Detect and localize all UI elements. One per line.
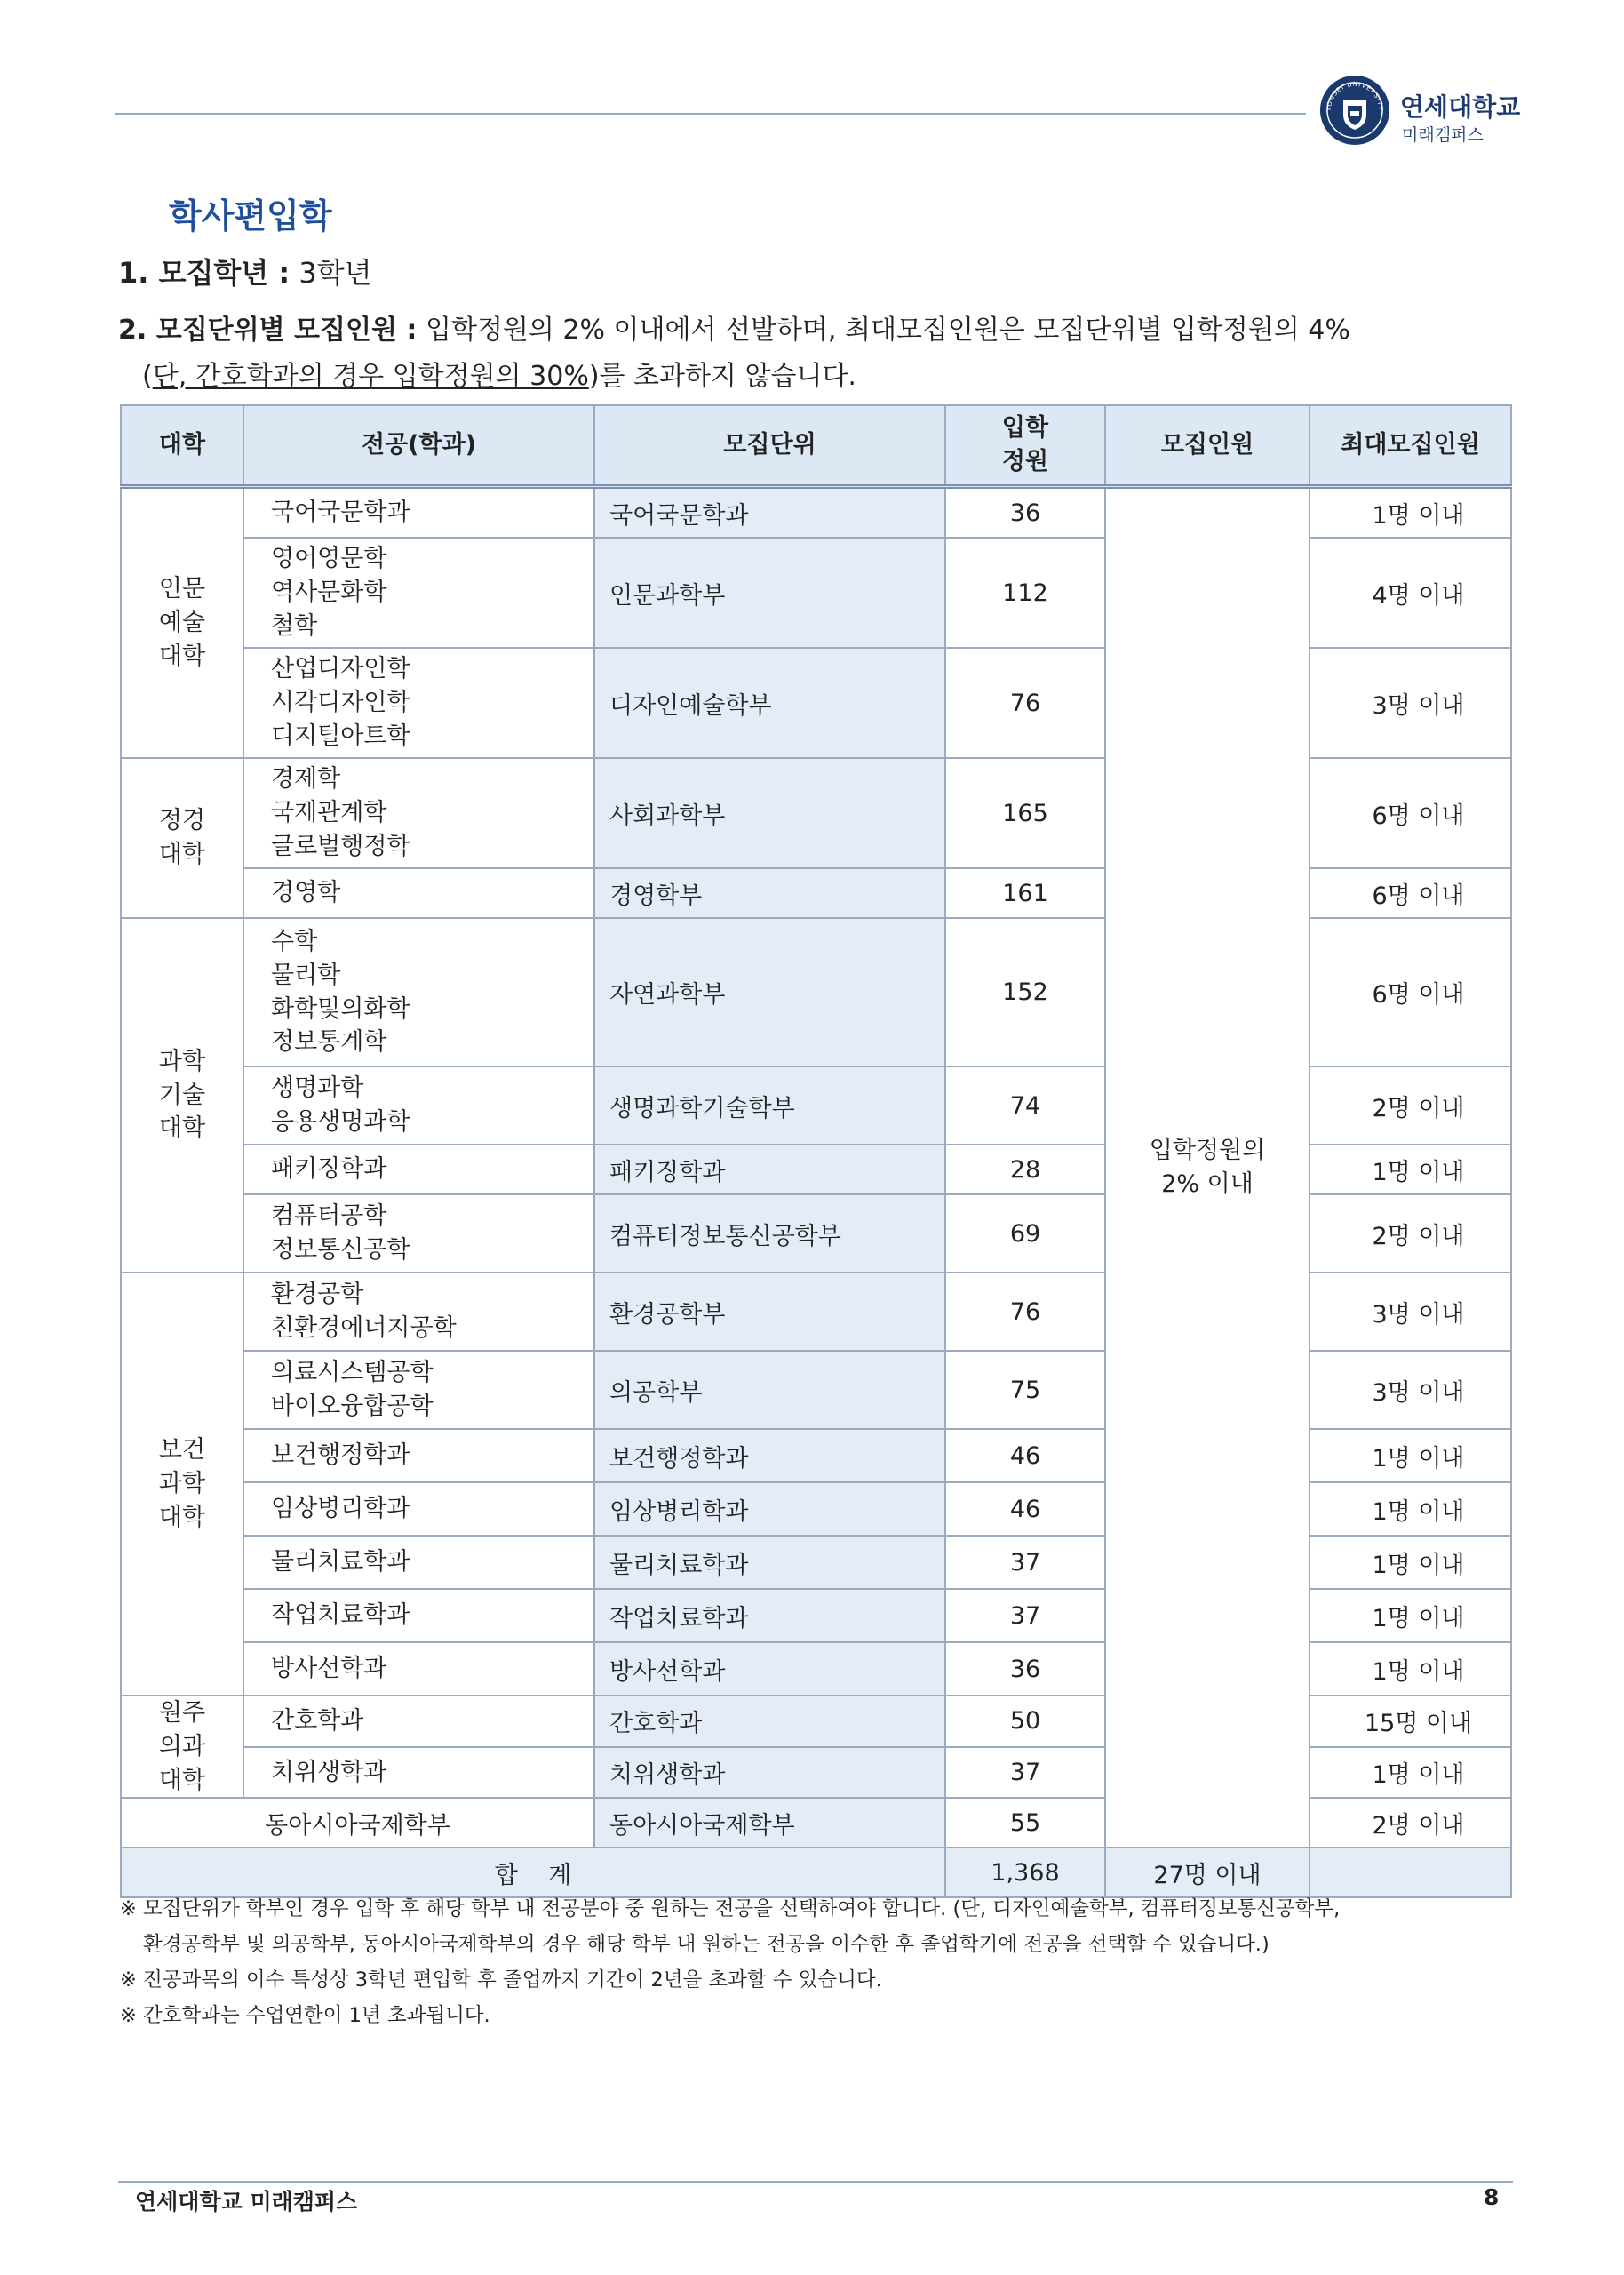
quota-cell: 112	[945, 538, 1105, 648]
college-text: 보건	[158, 1436, 206, 1465]
notes	[120, 1891, 1524, 2033]
total-label: 합 계	[121, 1848, 945, 1897]
college-humanities	[121, 487, 243, 759]
major-name: 국어국문학과	[271, 499, 410, 527]
major-name: 정보통계학	[271, 1028, 387, 1057]
item2-line2-post: )를 초과하지 않습니다.	[588, 361, 856, 392]
major-cell	[243, 1589, 594, 1642]
quota-cell: 74	[945, 1066, 1105, 1145]
max-cell: 1명 이내	[1310, 1642, 1511, 1696]
college-science	[121, 918, 243, 1273]
major-cell	[243, 1536, 594, 1589]
seal-text: YONSEI UNIVERSITY	[1325, 80, 1385, 112]
major-name: 바이오융합공학	[271, 1393, 434, 1420]
unit-cell: 간호학과	[594, 1696, 945, 1747]
header-max: 최대모집인원	[1310, 405, 1511, 487]
major-name: 동아시아국제학부	[265, 1811, 450, 1840]
total-quota: 1,368	[945, 1848, 1105, 1897]
recruit-note: 입학정원의	[1149, 1137, 1266, 1165]
major-cell	[243, 1747, 594, 1799]
total-max	[1310, 1848, 1511, 1897]
major-cell	[243, 868, 594, 918]
unit-cell: 임상병리학과	[594, 1482, 945, 1536]
major-name: 글로벌행정학	[271, 832, 410, 860]
major-name: 물리학	[271, 961, 341, 989]
max-cell: 1명 이내	[1310, 487, 1511, 539]
college-text: 인문	[158, 575, 206, 603]
major-name: 철학	[271, 611, 318, 640]
major-cell	[243, 1482, 594, 1536]
unit-cell: 자연과학부	[594, 918, 945, 1066]
max-cell: 3명 이내	[1310, 1273, 1511, 1351]
item2-text: 입학정원의 2% 이내에서 선발하며, 최대모집인원은 모집단위별 입학정원의 4%	[425, 315, 1350, 346]
quota-cell: 76	[945, 648, 1105, 758]
max-cell: 6명 이내	[1310, 868, 1511, 918]
unit-cell: 사회과학부	[594, 758, 945, 868]
major-name: 방사선학과	[271, 1655, 387, 1683]
max-cell: 6명 이내	[1310, 758, 1511, 868]
item2-underlined: 단, 간호학과의 경우 입학정원의 30%	[152, 361, 589, 392]
item-admission-year	[118, 251, 372, 291]
major-cell	[243, 918, 594, 1066]
unit-cell: 작업치료학과	[594, 1589, 945, 1642]
recruit-note: 2% 이내	[1161, 1170, 1254, 1199]
unit-cell: 디자인예술학부	[594, 648, 945, 758]
recruitment-table	[120, 404, 1512, 1898]
max-cell: 3명 이내	[1310, 1351, 1511, 1429]
major-name: 생명과학	[271, 1074, 364, 1103]
max-cell: 1명 이내	[1310, 1482, 1511, 1536]
major-name: 화학및의화학	[271, 994, 410, 1023]
major-cell	[243, 1351, 594, 1429]
major-name: 영어영문학	[271, 545, 387, 573]
university-logo	[1318, 74, 1585, 154]
max-cell: 1명 이내	[1310, 1145, 1511, 1194]
unit-cell: 물리치료학과	[594, 1536, 945, 1589]
max-cell: 1명 이내	[1310, 1429, 1511, 1482]
major-cell	[243, 1194, 594, 1273]
major-cell	[243, 487, 594, 539]
major-cell	[243, 1429, 594, 1482]
major-name: 패키징학과	[271, 1155, 387, 1184]
major-cell	[243, 648, 594, 758]
major-cell	[243, 1273, 594, 1351]
table-header-row	[121, 405, 1511, 487]
unit-cell: 생명과학기술학부	[594, 1066, 945, 1145]
item1-label: 1. 모집학년 :	[118, 256, 291, 290]
recruit-quota-cell	[1105, 487, 1310, 1848]
college-text: 대학	[158, 1766, 206, 1794]
quota-cell: 165	[945, 758, 1105, 868]
major-name: 시각디자인학	[271, 689, 410, 717]
header-quota	[945, 405, 1105, 487]
college-text: 원주	[158, 1699, 206, 1727]
page-number: 8	[1484, 2184, 1500, 2210]
university-seal-icon	[1318, 74, 1391, 147]
quota-cell: 28	[945, 1145, 1105, 1194]
major-name: 간호학과	[271, 1706, 364, 1735]
quota-cell: 46	[945, 1429, 1105, 1482]
major-name: 산업디자인학	[271, 655, 410, 683]
major-name: 경제학	[271, 765, 341, 794]
unit-cell: 환경공학부	[594, 1273, 945, 1351]
unit-cell: 국어국문학과	[594, 487, 945, 539]
unit-cell: 컴퓨터정보통신공학부	[594, 1194, 945, 1273]
note-line: 환경공학부 및 의공학부, 동아시아국제학부의 경우 해당 학부 내 원하는 전공을 이수한 후 졸업학기에 전공을 선택할 수 있습니다.)	[143, 1933, 1270, 1956]
item2-line2-pre: (	[142, 361, 153, 392]
unit-cell: 동아시아국제학부	[594, 1798, 945, 1848]
header-major: 전공(학과)	[243, 405, 594, 487]
unit-cell: 의공학부	[594, 1351, 945, 1429]
major-name: 역사문화학	[271, 579, 387, 607]
major-cell	[243, 758, 594, 868]
quota-cell: 37	[945, 1589, 1105, 1642]
major-name: 작업치료학과	[271, 1601, 410, 1630]
college-text: 대학	[158, 642, 206, 670]
unit-cell: 인문과학부	[594, 538, 945, 648]
college-health	[121, 1273, 243, 1696]
major-cell	[121, 1798, 594, 1848]
max-cell: 1명 이내	[1310, 1589, 1511, 1642]
item1-value: 3학년	[299, 256, 372, 290]
header-recruit: 모집인원	[1105, 405, 1310, 487]
unit-cell: 치위생학과	[594, 1747, 945, 1799]
major-name: 임상병리학과	[271, 1495, 410, 1523]
major-cell	[243, 1642, 594, 1696]
major-name: 보건행정학과	[271, 1441, 410, 1470]
major-name: 물리치료학과	[271, 1548, 410, 1577]
major-cell	[243, 1066, 594, 1145]
major-name: 치위생학과	[271, 1758, 387, 1786]
page-title: 학사편입학	[169, 196, 332, 235]
major-name: 환경공학	[271, 1281, 364, 1309]
footer-university-name: 연세대학교 미래캠퍼스	[135, 2189, 358, 2215]
major-name: 국제관계학	[271, 799, 387, 827]
unit-cell: 방사선학과	[594, 1642, 945, 1696]
college-text: 정경	[158, 807, 206, 835]
quota-cell: 50	[945, 1696, 1105, 1747]
header-rule	[115, 113, 1306, 115]
quota-cell: 152	[945, 918, 1105, 1066]
major-name: 경영학	[271, 879, 341, 907]
max-cell: 1명 이내	[1310, 1747, 1511, 1799]
major-cell	[243, 538, 594, 648]
header-quota-line2: 정원	[1001, 448, 1049, 475]
quota-cell: 46	[945, 1482, 1105, 1536]
max-cell: 1명 이내	[1310, 1536, 1511, 1589]
header-quota-line1: 입학	[1001, 414, 1049, 443]
college-text: 대학	[158, 841, 206, 868]
major-name: 디지털아트학	[271, 722, 410, 750]
max-cell: 2명 이내	[1310, 1798, 1511, 1848]
table-row	[121, 487, 1511, 539]
college-text: 과학	[158, 1047, 206, 1075]
note-line: ※ 전공과목의 이수 특성상 3학년 편입학 후 졸업까지 기간이 2년을 초과할 수 있습니다.	[120, 1968, 882, 1992]
header-unit: 모집단위	[594, 405, 945, 487]
unit-cell: 보건행정학과	[594, 1429, 945, 1482]
major-name: 컴퓨터공학	[271, 1202, 387, 1231]
quota-cell: 37	[945, 1747, 1105, 1799]
logo-university-name: 연세대학교	[1400, 92, 1521, 122]
note-line: ※ 간호학과는 수업연한이 1년 초과됩니다.	[120, 2004, 490, 2027]
major-cell	[243, 1145, 594, 1194]
major-name: 의료시스템공학	[271, 1359, 434, 1387]
max-cell: 2명 이내	[1310, 1066, 1511, 1145]
unit-cell: 패키징학과	[594, 1145, 945, 1194]
quota-cell: 55	[945, 1798, 1105, 1848]
max-cell: 6명 이내	[1310, 918, 1511, 1066]
max-cell: 3명 이내	[1310, 648, 1511, 758]
quota-cell: 69	[945, 1194, 1105, 1273]
quota-cell: 161	[945, 868, 1105, 918]
major-name: 친환경에너지공학	[271, 1314, 457, 1342]
max-cell: 4명 이내	[1310, 538, 1511, 648]
total-recruit: 27명 이내	[1105, 1848, 1310, 1897]
major-name: 수학	[271, 927, 318, 955]
college-economics	[121, 758, 243, 918]
item2-label: 2. 모집단위별 모집인원 :	[118, 315, 418, 346]
item-recruitment-quota	[118, 307, 1350, 347]
major-name: 응용생명과학	[271, 1108, 410, 1136]
quota-cell: 36	[945, 1642, 1105, 1696]
college-text: 의과	[158, 1732, 206, 1760]
max-cell: 2명 이내	[1310, 1194, 1511, 1273]
quota-cell: 36	[945, 487, 1105, 539]
college-text: 대학	[158, 1503, 206, 1531]
header-college: 대학	[121, 405, 243, 487]
quota-cell: 37	[945, 1536, 1105, 1589]
college-text: 대학	[158, 1114, 206, 1143]
quota-cell: 76	[945, 1273, 1105, 1351]
college-text: 과학	[158, 1470, 206, 1498]
max-cell: 15명 이내	[1310, 1696, 1511, 1747]
college-text: 예술	[158, 609, 206, 637]
table-total-row	[121, 1848, 1511, 1897]
college-medicine	[121, 1696, 243, 1798]
logo-campus-name: 미래캠퍼스	[1402, 125, 1484, 145]
major-name: 정보통신공학	[271, 1236, 410, 1264]
item-recruitment-quota-line2	[142, 354, 856, 393]
quota-cell: 75	[945, 1351, 1105, 1429]
college-text: 기술	[158, 1081, 206, 1109]
major-cell	[243, 1696, 594, 1747]
note-line: ※ 모집단위가 학부인 경우 입학 후 해당 학부 내 전공분야 중 원하는 전공을 선택하여야 합니다. (단, 디자인예술학부, 컴퓨터정보통신공학부,	[120, 1897, 1341, 1920]
unit-cell: 경영학부	[594, 868, 945, 918]
footer-rule	[118, 2181, 1513, 2183]
